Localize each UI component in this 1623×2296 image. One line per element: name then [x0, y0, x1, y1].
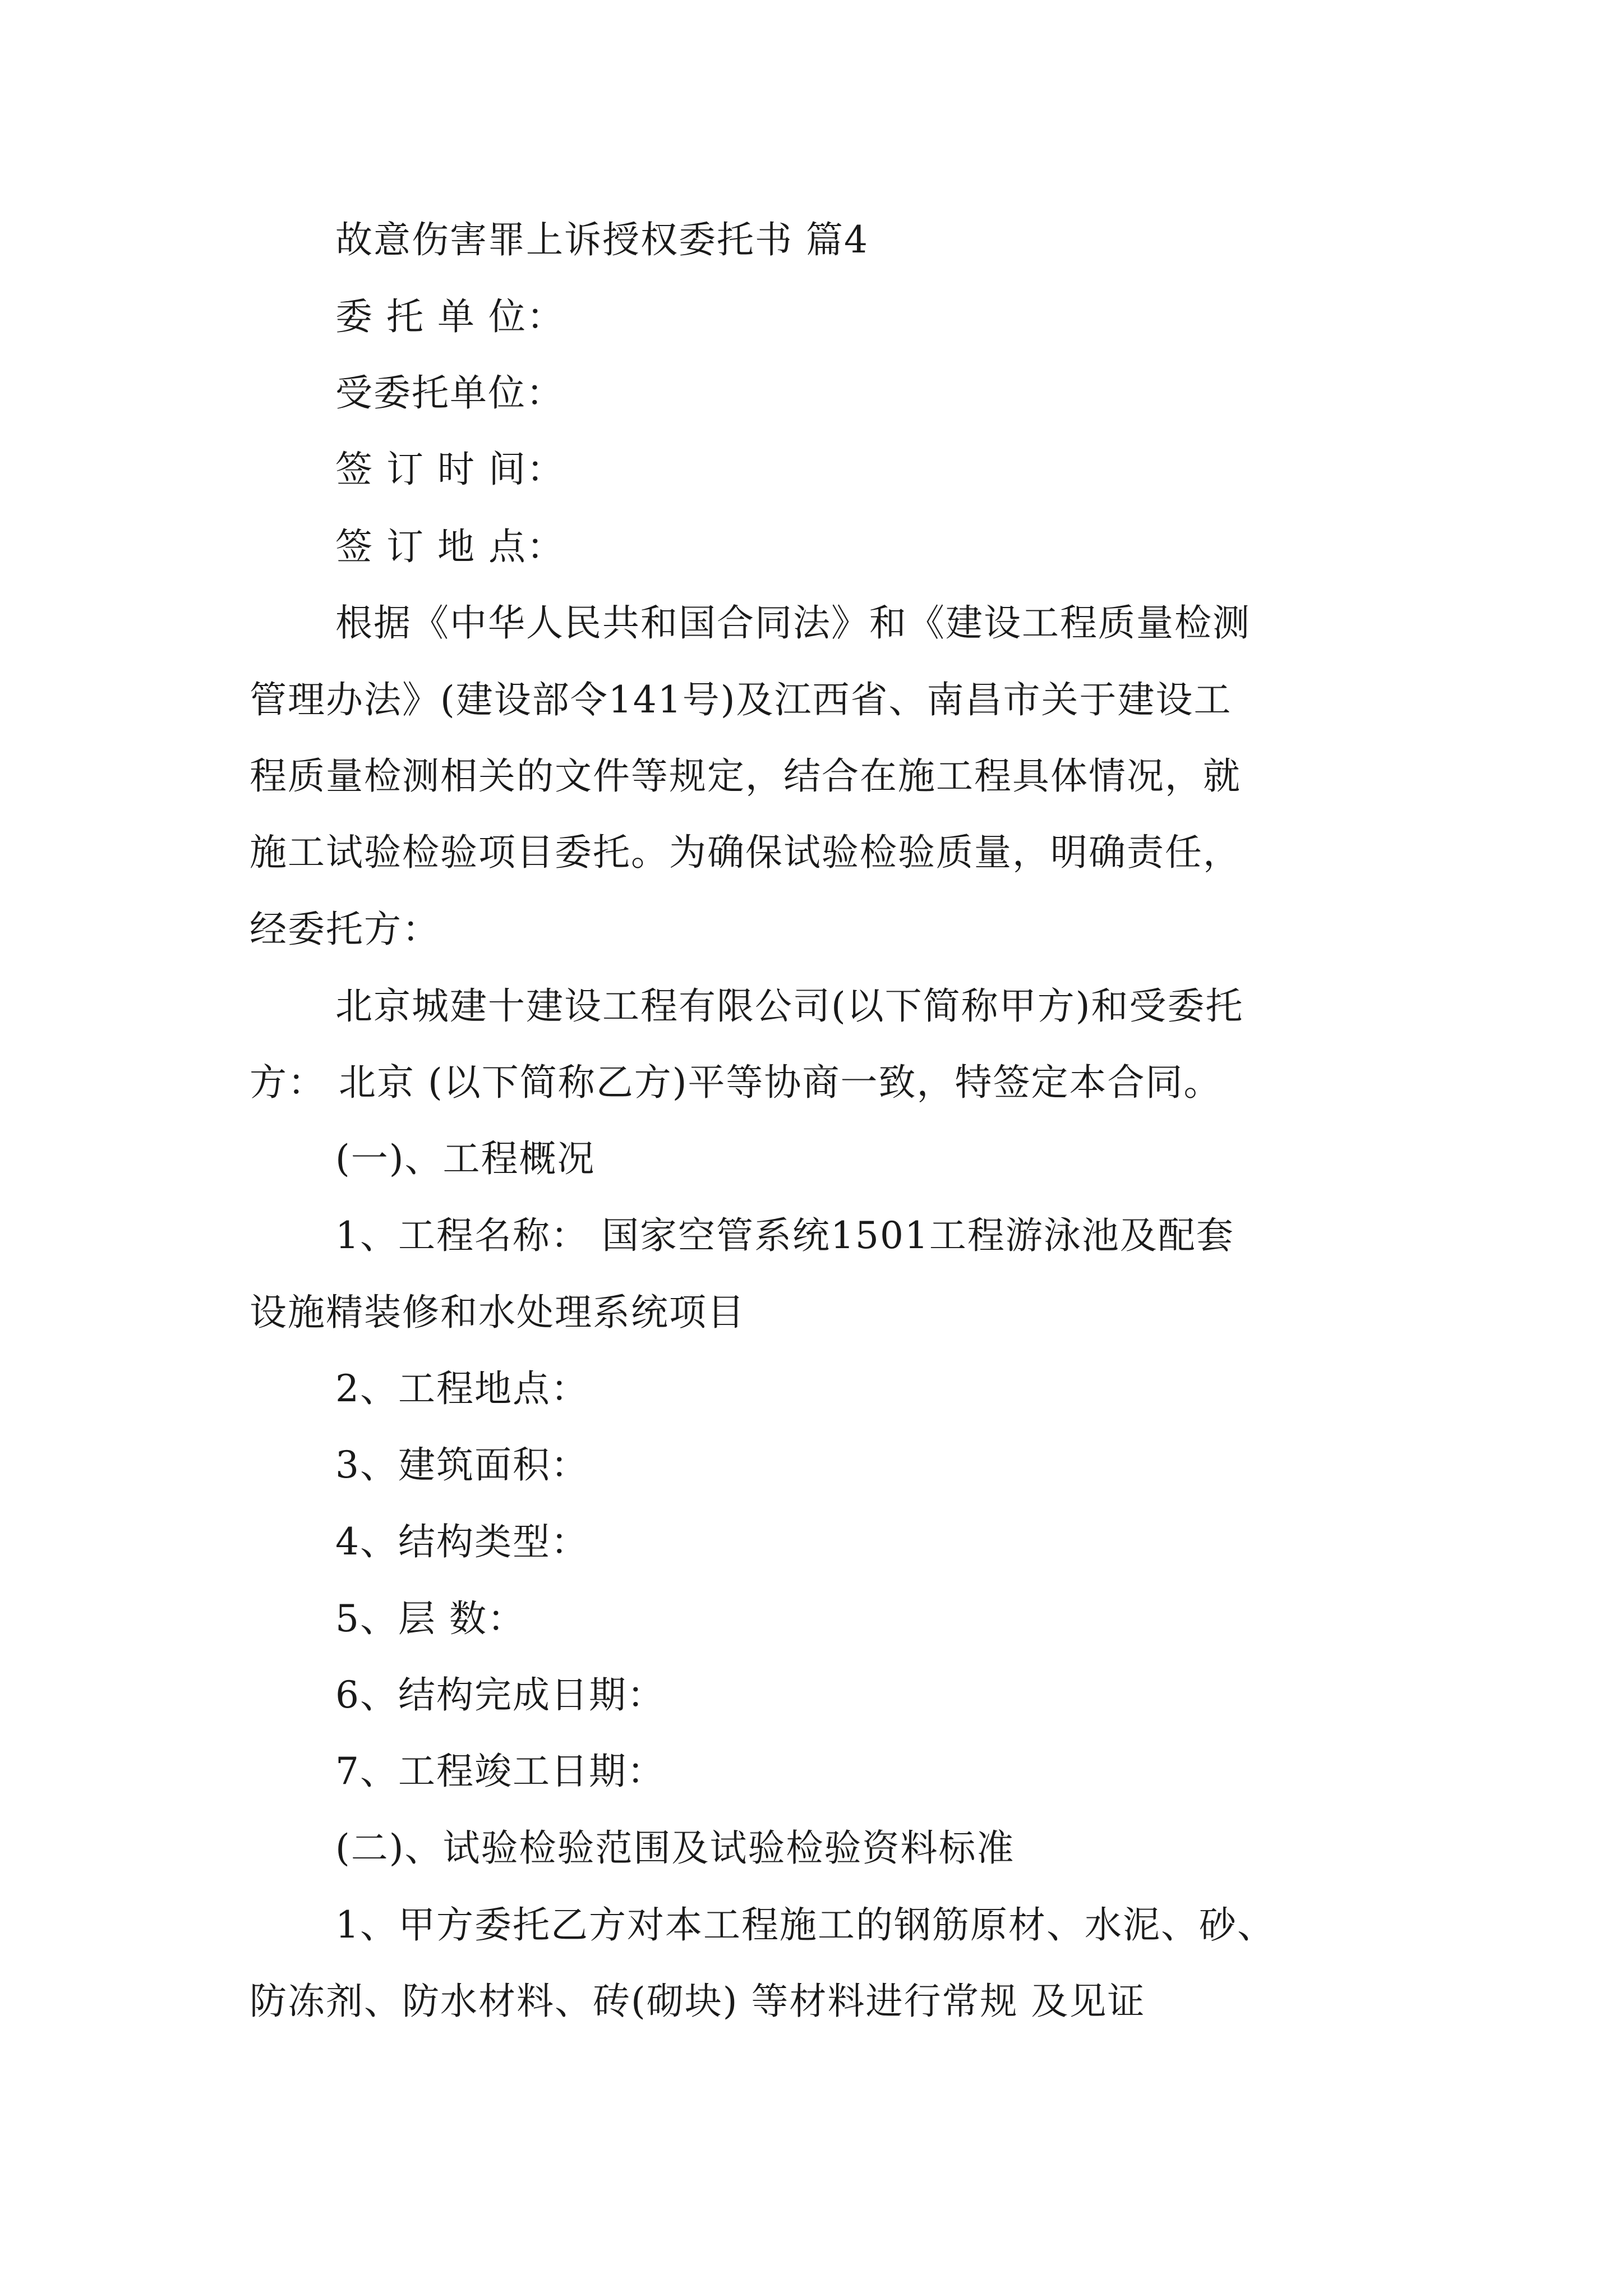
- list-item-continuation: 防冻剂、防水材料、砖(砌块) 等材料进行常规 及见证: [250, 1980, 1146, 2023]
- paragraph-line: 经委托方：: [250, 908, 440, 951]
- list-item: 2、工程地点：: [335, 1367, 589, 1410]
- document-title: 故意伤害罪上诉授权委托书 篇4: [335, 218, 869, 261]
- list-item: 5、层 数：: [335, 1597, 525, 1640]
- section-heading: (一)、工程概况: [335, 1137, 596, 1180]
- client-unit-label: 委 托 单 位：: [335, 295, 565, 338]
- list-item: 4、结构类型：: [335, 1520, 589, 1563]
- section-heading: (二)、试验检验范围及试验检验资料标准: [335, 1826, 1015, 1870]
- paragraph-line: 施工试验检验项目委托。为确保试验检验质量，明确责任，: [250, 831, 1241, 874]
- signing-place-label: 签 订 地 点：: [335, 525, 565, 568]
- paragraph-line: 管理办法》(建设部令141号)及江西省、南昌市关于建设工: [250, 678, 1232, 721]
- list-item: 1、甲方委托乙方对本工程施工的钢筋原材、水泥、砂、: [335, 1903, 1275, 1947]
- paragraph-line: 方： 北京 (以下简称乙方)平等协商一致，特签定本合同。: [250, 1061, 1222, 1104]
- list-item: 6、结构完成日期：: [335, 1673, 665, 1717]
- trustee-unit-label: 受委托单位：: [335, 371, 564, 415]
- paragraph-line: 北京城建十建设工程有限公司(以下简称甲方)和受委托: [335, 984, 1244, 1028]
- signing-time-label: 签 订 时 间：: [335, 448, 565, 491]
- list-item: 1、工程名称： 国家空管系统1501工程游泳池及配套: [335, 1214, 1234, 1257]
- paragraph-line: 根据《中华人民共和国合同法》和《建设工程质量检测: [335, 601, 1251, 645]
- list-item: 7、工程竣工日期：: [335, 1750, 665, 1793]
- list-item-continuation: 设施精装修和水处理系统项目: [250, 1291, 745, 1334]
- list-item: 3、建筑面积：: [335, 1443, 589, 1487]
- paragraph-line: 程质量检测相关的文件等规定，结合在施工程具体情况，就: [250, 754, 1241, 798]
